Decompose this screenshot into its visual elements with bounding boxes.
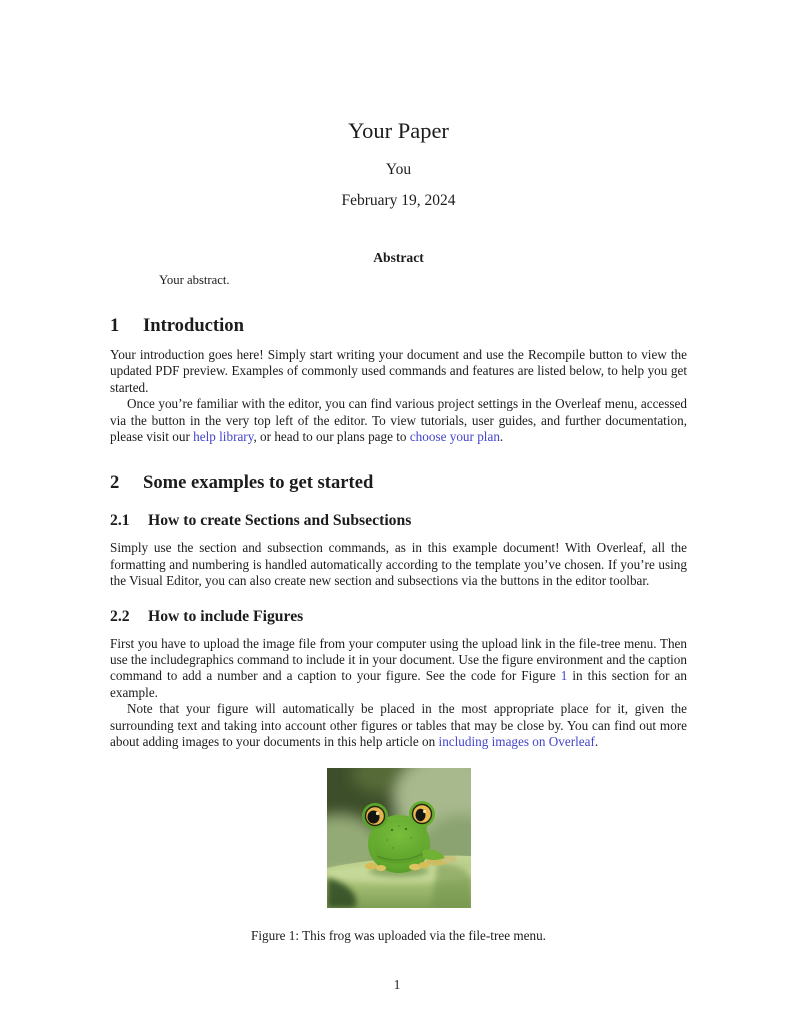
text-segment: . — [499, 429, 504, 445]
abstract-text: Your abstract. — [159, 273, 230, 287]
section-1-heading — [110, 314, 687, 337]
subsection-2-2-heading — [110, 607, 687, 626]
text-segment: in this section for an example. — [110, 668, 687, 700]
intro-paragraph-1: Your introduction goes here! Simply start writing your document and use the Recompile button to view the updated PDF preview. Examples of commonly used commands and features are listed below, to help you get started. — [110, 347, 687, 395]
paper-author: You — [385, 161, 412, 178]
subsection-2-1-heading — [110, 511, 687, 530]
frog-photo — [327, 768, 471, 908]
intro-paragraph-2 — [110, 396, 687, 445]
including-images-link[interactable]: including images on Overleaf — [438, 734, 595, 750]
help-library-link[interactable]: help library — [193, 429, 254, 445]
section-2-heading — [110, 471, 687, 494]
section-1-title: Introduction — [143, 315, 244, 336]
paper-date: February 19, 2024 — [341, 192, 456, 209]
figures-paragraph-1 — [110, 636, 687, 702]
section-2-number: 2 — [110, 472, 120, 494]
abstract-heading: Abstract — [373, 250, 424, 265]
text-segment: First you have to upload the image file from your computer using the upload link in the file-tree menu. Then use the includegraphics command to include it in your document. Use the figure environment and the caption command to add a number and a caption to your figure. See the code for Figure — [110, 635, 687, 684]
text-segment: . — [594, 734, 599, 750]
figure-caption: Figure 1: This frog was uploaded via the file-tree menu. — [251, 927, 546, 943]
subsection-2-2-title: How to include Figures — [148, 607, 304, 625]
page-number: 1 — [393, 977, 401, 992]
choose-your-plan-link[interactable]: choose your plan — [409, 429, 500, 445]
frog-image-graphic — [327, 768, 471, 908]
subsection-2-1-title: How to create Sections and Subsections — [148, 512, 412, 530]
page-content — [0, 118, 794, 944]
sections-paragraph: Simply use the section and subsection commands, as in this example document! With Overleaf, all the formatting and numbering is handled automatically according to the template you’ve chosen. If you’re using the Visual Editor, you can also create new section and subsections via the buttons in the editor toolbar. — [110, 540, 687, 589]
figures-paragraph-2 — [110, 701, 687, 750]
figure-1 — [110, 768, 687, 944]
text-segment: Once you’re familiar with the editor, you can find various project settings in the Overleaf menu, accessed via the button in the very top left of the editor. To view tutorials, user guides, and further documentation, please visit our — [110, 396, 687, 445]
text-segment: Note that your figure will automatically be placed in the most appropriate place for it, given the surrounding text and taking into account other figures or tables that may be close by. You can find out more about adding images to your documents in this help article on — [110, 701, 687, 750]
subsection-2-1-number: 2.1 — [110, 512, 130, 530]
subsection-2-2-number: 2.2 — [110, 607, 130, 625]
figure-1-reference-link[interactable]: 1 — [560, 668, 568, 684]
section-1-number: 1 — [110, 315, 120, 336]
paper-title: Your Paper — [348, 118, 449, 143]
text-segment: , or head to our plans page to — [253, 429, 410, 445]
section-2-title: Some examples to get started — [143, 472, 374, 494]
